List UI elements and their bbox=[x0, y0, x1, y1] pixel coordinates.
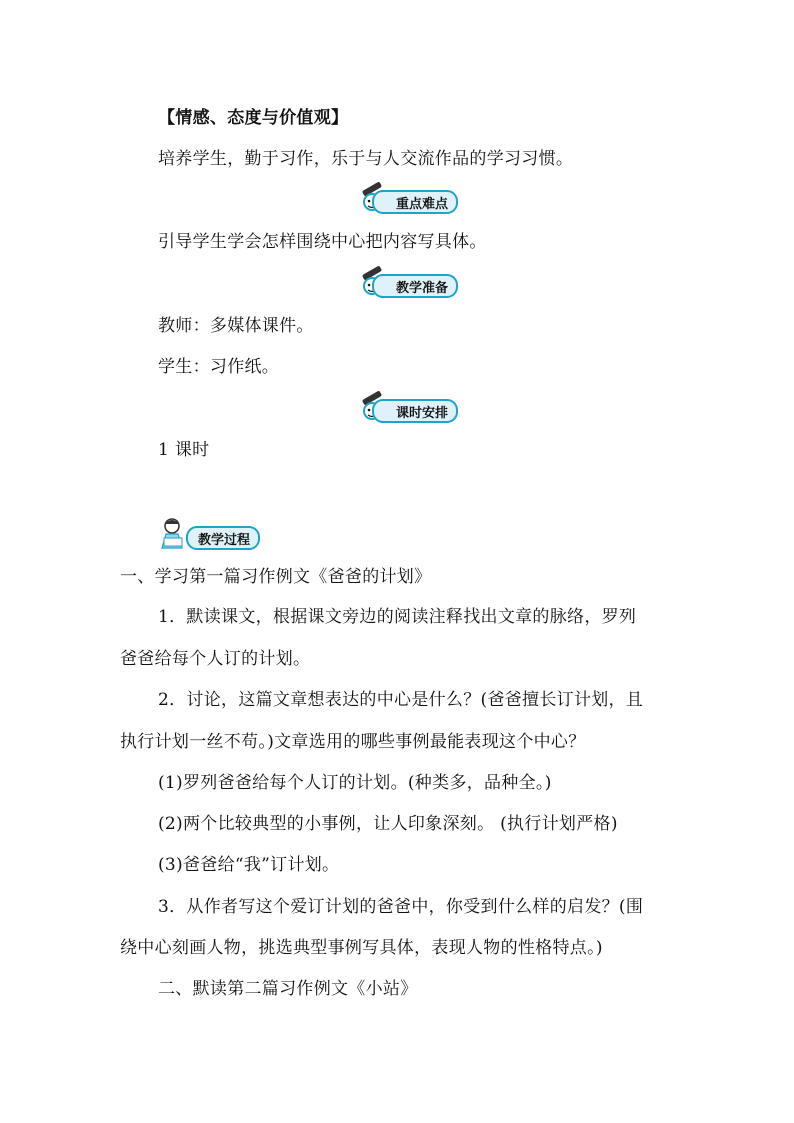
part1-title: 一、学习第一篇习作例文《爸爸的计划》 bbox=[120, 567, 432, 587]
item1: (1)罗列爸爸给每个人订的计划。(种类多，品种全。) bbox=[158, 773, 552, 793]
prep-badge bbox=[356, 272, 458, 300]
p3-line1: 3．从作者写这个爱订计划的爸爸中，你受到什么样的启发？(围 bbox=[158, 897, 644, 917]
p3-line2: 绕中心刻画人物，挑选典型事例写具体，表现人物的性格特点。) bbox=[120, 938, 603, 958]
prep-teacher: 教师：多媒体课件。 bbox=[158, 316, 314, 336]
key-points-badge bbox=[356, 188, 458, 216]
emotion-heading: 【情感、态度与价值观】 bbox=[158, 108, 349, 128]
process-badge bbox=[156, 516, 266, 550]
key-points-label: 重点难点 bbox=[372, 190, 458, 214]
p2-line1: 2．讨论，这篇文章想表达的中心是什么？(爸爸擅长订计划，且 bbox=[158, 690, 644, 710]
time-text: 1 课时 bbox=[158, 440, 210, 460]
time-badge bbox=[356, 397, 458, 425]
time-label: 课时安排 bbox=[372, 399, 458, 423]
prep-student: 学生：习作纸。 bbox=[158, 357, 280, 377]
p1-line1: 1．默读课文，根据课文旁边的阅读注释找出文章的脉络，罗列 bbox=[158, 607, 637, 627]
p1-line2: 爸爸给每个人订的计划。 bbox=[120, 649, 311, 669]
part2-title: 二、默读第二篇习作例文《小站》 bbox=[158, 979, 418, 999]
item3: (3)爸爸给“我”订计划。 bbox=[158, 855, 340, 875]
key-text: 引导学生学会怎样围绕中心把内容写具体。 bbox=[158, 232, 487, 252]
process-label: 教学过程 bbox=[186, 526, 260, 550]
p2-line2: 执行计划一丝不苟。)文章选用的哪些事例最能表现这个中心？ bbox=[120, 732, 586, 752]
prep-label: 教学准备 bbox=[372, 274, 458, 298]
emotion-text: 培养学生，勤于习作，乐于与人交流作品的学习习惯。 bbox=[158, 149, 574, 169]
item2: (2)两个比较典型的小事例，让人印象深刻。 (执行计划严格) bbox=[158, 814, 618, 834]
